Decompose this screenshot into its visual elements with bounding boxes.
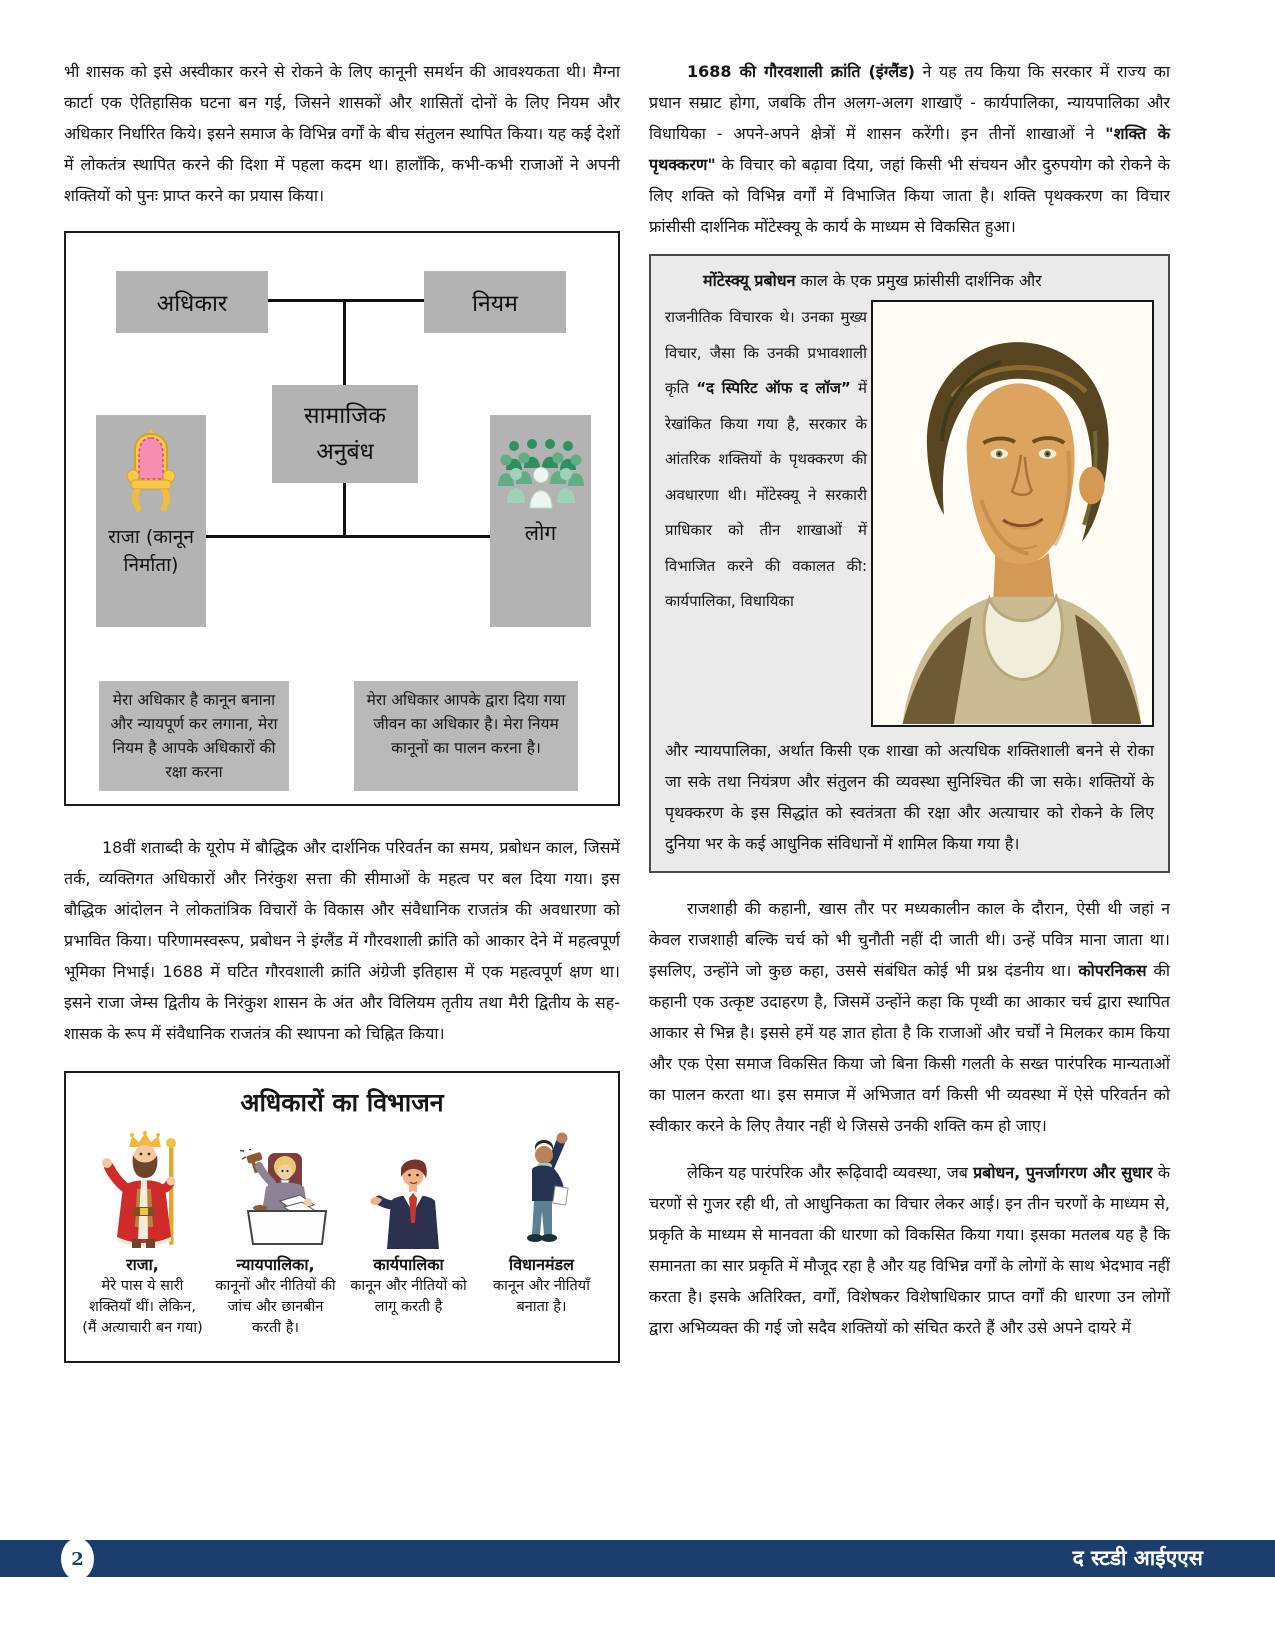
infobox-first-line: मोंटेस्क्यू प्रबोधन काल के एक प्रमुख फ्रांसीसी दार्शनिक और (703, 271, 1042, 290)
montesquieu-info-box (649, 254, 1170, 873)
king-speech-box: मेरा अधिकार है कानून बनाना और न्यायपूर्ण कर लगाना, मेरा नियम है आपके अधिकारों की रक्षा करना (99, 681, 289, 791)
people-node-label: लोग (524, 521, 557, 545)
paragraph-modernity: लेकिन यह पारंपरिक और रूढ़िवादी व्यवस्था, जब प्रबोधन, पुनर्जागरण और सुधार के चरणों से गुजर रही थी, तो आधुनिकता का विचार लेकर आई। इन तीन चरणों के माध्यम से, प्रकृति के माध्यम से मानवता की धारणा को विकसित किया गया। इसका मतलब यह है कि समानता का सार प्रकृति में मौजूद रहा है और यह विभिन्न वर्गों के लोगों के साथ भेदभाव नहीं करता है। इसके अतिरिक्त, वर्गों, विशेषकर विशेषाधिकार प्राप्त वर्गों की धारणा उन लोगों द्वारा अभिव्यक्त की गई जो सदैव शक्तियों को संचित करते हैं और उसे अपने दायरे में (649, 1163, 1170, 1337)
page-number-badge: 2 (61, 1538, 94, 1580)
montesquieu-portrait-image (871, 300, 1154, 727)
infobox-side-text: राजनीतिक विचारक थे। उनका मुख्य विचार, जैसा कि उनकी प्रभावशाली कृति “द स्पिरिट ऑफ द लॉज” में रेखांकित किया गया है, सरकार के आंतरिक शक्तियों के पृथक्करण की अवधारणा थी। मोंटेस्क्यू ने सरकारी प्राधिकार को तीन शाखाओं में विभाजित करने की वकालत की: कार्यपालिका, विधायिका (665, 308, 867, 610)
paragraph-monarchy-church: राजशाही की कहानी, खास तौर पर मध्यकालीन काल के दौरान, ऐसी थी जहां न केवल राजशाही बल्कि चर्च को भी चुनौती नहीं दी जाती थी। उन्हें पवित्र माना जाता था। इसलिए, उन्होंने जो कुछ कहा, उससे संबंधित कोई भी प्रश्न दंडनीय था। कोपरनिकस की कहानी एक उत्कृष्ट उदाहरण है, जिसमें उन्होंने कहा कि पृथ्वी का आकार चर्च द्वारा स्थापित आकार से भिन्न है। इससे हमें यह ज्ञात होता है कि राजाओं और चर्चों ने मिलकर काम किया और एक ऐसा समाज विकसित किया जो बिना किसी गलती के सख्त पारंपरिक मान्यताओं का पालन करता था। इस समाज में अभिजात वर्ग किसी भी व्यवस्था में ऐसे परिवर्तन को स्वीकार करने के लिए तैयार नहीं थे जिससे उनकी शक्ति कम हो जाए। (649, 899, 1170, 1135)
paragraph-glorious-revolution: 1688 की गौरवशाली क्रांति (इंग्लैंड) ने यह तय किया कि सरकार में राज्य का प्रधान सम्राट होगा, जबकि तीन अलग-अलग शाखाएँ - कार्यपालिका, न्यायपालिका और विधायिका - अपने-अपने क्षेत्रों में शासन करेंगी। इन तीनों शाखाओं ने "शक्ति के पृथक्करण" के विचार को बढ़ावा दिया, जहां किसी भी संचयन और दुरुपयोग को रोकने के लिए शक्ति को विभिन्न वर्गों में विभाजित किया जाता है। शक्ति पृथक्करण का विचार फ्रांसीसी दार्शनिक मोंटेस्क्यू के कार्य के माध्यम से विकसित हुआ। (649, 62, 1171, 236)
montesquieu-portrait-icon (873, 302, 1152, 725)
king-node-label: राजा (कानून निर्माता) (108, 526, 194, 576)
king-illustration-icon (95, 1131, 191, 1249)
judge-illustration-icon (220, 1149, 332, 1249)
people-speech-box: मेरा अधिकार आपके द्वारा दिया गया जीवन का अधिकार है। मेरा नियम कानूनों का पालन करना है। (354, 681, 578, 791)
diagram-node-social-contract: सामाजिक अनुबंध (272, 385, 418, 483)
publication-brand: द स्टडी आईएएस (1072, 1546, 1203, 1570)
diagram-node-rules: नियम (424, 271, 566, 333)
paragraph-enlightenment: 18वीं शताब्दी के यूरोप में बौद्धिक और दार्शनिक परिवर्तन का समय, प्रबोधन काल, जिसमें तर्क, व्यक्तिगत अधिकारों और निरंकुश सत्ता की सीमाओं के महत्व पर बल दिया गया। इस बौद्धिक आंदोलन ने लोकतांत्रिक विचारों के विकास और संवैधानिक राजतंत्र की अवधारणा को प्रभावित किया। परिणामस्वरूप, प्रबोधन ने इंग्लैंड में गौरवशाली क्रांति को आकार देने में महत्वपूर्ण भूमिका निभाई। 1688 में घटित गौरवशाली क्रांति अंग्रेजी इतिहास में एक महत्वपूर्ण क्षण था। इसने राजा जेम्स द्वितीय के निरंकुश शासन के अंत और विलियम तृतीय तथा मैरी द्वितीय के सह-शासक के रूप में संवैधानिक राजतंत्र की स्थापना को चिह्नित किया। (64, 838, 620, 1043)
right-column (649, 56, 1170, 1343)
diagram-node-king (96, 415, 206, 627)
figures-row (76, 1127, 608, 1339)
connector-line (343, 483, 346, 538)
throne-icon (120, 427, 182, 513)
diagram-title: अधिकारों का विभाजन (240, 1088, 444, 1117)
figure-king: राजा, मेरे पास ये सारी शक्तियाँ थीं। लेकिन, (मैं अत्याचारी बन गया) (76, 1127, 209, 1339)
diagram-node-people (490, 415, 591, 627)
figure-judiciary: न्यायपालिका, कानूनों और नीतियों की जांच और छानबीन करती है। (209, 1127, 342, 1339)
division-of-rights-diagram (64, 1071, 620, 1363)
infobox-bottom-text: और न्यायपालिका, अर्थात किसी एक शाखा को अत्यधिक शक्तिशाली बनने से रोका जा सके तथा नियंत्रण और संतुलन की व्यवस्था सुनिश्चित की जा सके। शक्तियों के पृथक्करण के इस सिद्धांत को स्वतंत्रता की रक्षा और अत्याचार को रोकने के लिए दुनिया भर के कई आधुनिक संविधानों में शामिल किया गया है। (665, 741, 1154, 853)
social-contract-diagram (64, 231, 620, 806)
paragraph-magna-carta: भी शासक को इसे अस्वीकार करने से रोकने के लिए कानूनी समर्थन की आवश्यकता थी। मैग्ना कार्टा एक ऐतिहासिक घटना बन गई, जिसने शासकों और शासितों दोनों के लिए नियम और अधिकार निर्धारित किये। इसने समाज के विभिन्न वर्गों के बीच संतुलन स्थापित किया। यह कई देशों में लोकतंत्र स्थापित करने की दिशा में पहला कदम था। हालाँकि, कभी-कभी राजाओं ने अपनी शक्तियों को पुनः प्राप्त करने का प्रयास किया। (64, 62, 620, 205)
figure-executive: कार्यपालिका कानून और नीतियों को लागू करती है (342, 1127, 475, 1339)
figure-legislature: विधानमंडल कानून और नीतियाँ बनाता है। (475, 1127, 608, 1339)
legislature-illustration-icon (510, 1131, 574, 1249)
footer-bar (0, 1540, 1275, 1577)
connector-line (343, 299, 346, 385)
diagram-node-rights: अधिकार (116, 271, 268, 333)
executive-illustration-icon (363, 1153, 455, 1249)
connector-line (206, 535, 490, 538)
connector-line (268, 299, 424, 302)
people-group-icon (498, 437, 584, 509)
left-column (64, 56, 620, 1363)
